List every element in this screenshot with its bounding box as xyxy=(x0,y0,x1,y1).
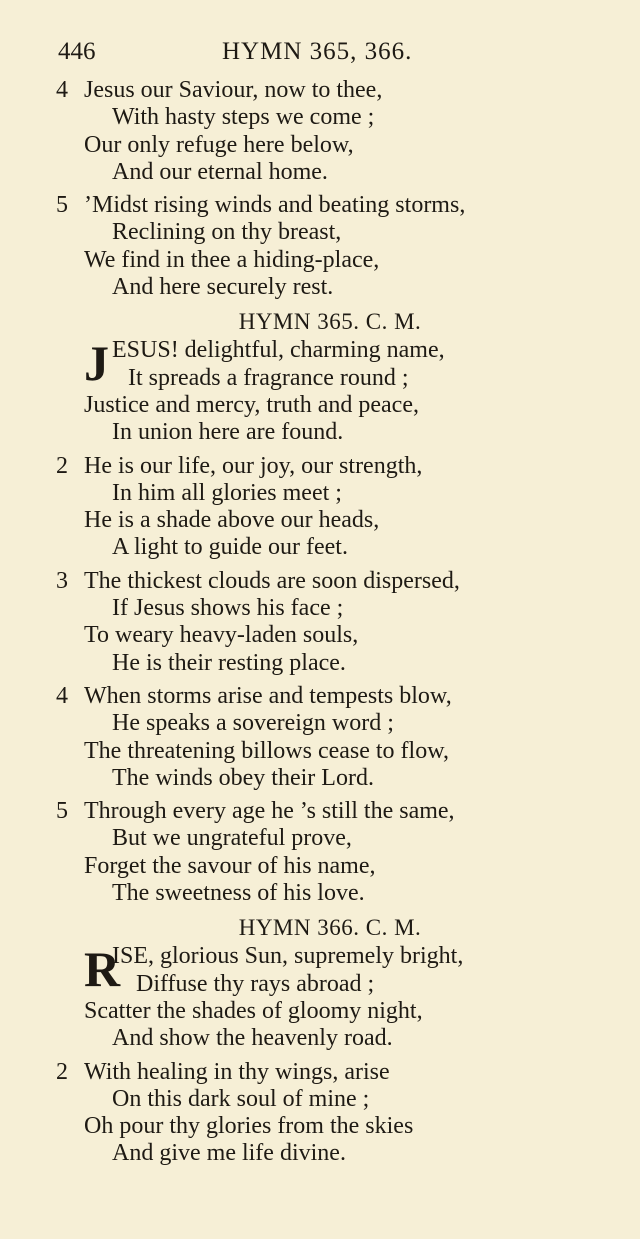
verse-line: With hasty steps we come ; xyxy=(112,104,375,131)
verse-line: ESUS! delightful, charming name, xyxy=(112,337,445,364)
verse-number: 5 xyxy=(56,798,68,825)
verse-line: He is a shade above our heads, xyxy=(84,507,380,534)
verse-line: Our only refuge here below, xyxy=(84,131,354,158)
verse-line: In union here are found. xyxy=(112,419,344,446)
drop-cap: J xyxy=(84,335,109,392)
verse-line: Through every age he ’s still the same, xyxy=(84,798,455,825)
page-header xyxy=(0,38,640,70)
verse-line: ’Midst rising winds and beating storms, xyxy=(84,192,466,219)
verse xyxy=(0,192,640,301)
drop-cap: R xyxy=(84,941,121,998)
verse-line: The thickest clouds are soon dispersed, xyxy=(84,567,460,594)
verse xyxy=(0,337,640,446)
verse-line: If Jesus shows his face ; xyxy=(112,595,344,622)
hymn-title: HYMN 366. C. M. xyxy=(238,915,422,941)
verse-number: 4 xyxy=(56,77,68,103)
verse-line: The sweetness of his love. xyxy=(112,880,365,907)
verse-line: We find in thee a hiding-place, xyxy=(84,246,380,273)
verse-line: He is our life, our joy, our strength, xyxy=(84,452,423,479)
verse-line: ISE, glorious Sun, supremely bright, xyxy=(112,943,464,970)
verse-line: And here securely rest. xyxy=(112,274,334,301)
verse-line: A light to guide our feet. xyxy=(112,534,348,561)
verse-number: 5 xyxy=(56,192,68,219)
verse-number: 4 xyxy=(56,682,68,709)
verse-line: With healing in thy wings, arise xyxy=(84,1058,390,1085)
verse-line: But we ungrateful prove, xyxy=(112,825,352,852)
verse-line: Reclining on thy breast, xyxy=(112,219,342,246)
verse-line: It spreads a fragrance round ; xyxy=(128,364,409,391)
verse-number: 2 xyxy=(56,452,68,479)
verse-line: The winds obey their Lord. xyxy=(112,764,374,791)
verse xyxy=(0,1059,640,1168)
running-title: HYMN 365, 366. xyxy=(222,38,413,65)
page-number: 446 xyxy=(58,38,96,65)
verse-number: 2 xyxy=(56,1058,68,1085)
verse-line: Diffuse thy rays abroad ; xyxy=(136,970,375,997)
verse-line: Jesus our Saviour, now to thee, xyxy=(84,77,383,103)
verse-line: He speaks a sovereign word ; xyxy=(112,710,394,737)
verse xyxy=(0,943,640,1052)
verse-number: 3 xyxy=(56,567,68,594)
verse-line: And show the heavenly road. xyxy=(112,1025,393,1052)
verse xyxy=(0,568,640,677)
verse-line: On this dark soul of mine ; xyxy=(112,1085,370,1112)
verse-line: Scatter the shades of gloomy night, xyxy=(84,997,423,1024)
verse xyxy=(0,798,640,907)
verse-line: He is their resting place. xyxy=(112,649,346,676)
verse xyxy=(0,77,640,186)
verse-line: Forget the savour of his name, xyxy=(84,852,376,879)
hymn-title: HYMN 365. C. M. xyxy=(238,309,422,335)
verse-line: And give me life divine. xyxy=(112,1140,346,1167)
verse-line: Oh pour thy glories from the skies xyxy=(84,1113,414,1140)
verse-line: The threatening billows cease to flow, xyxy=(84,737,449,764)
page-body xyxy=(0,77,640,1174)
verse xyxy=(0,453,640,562)
verse-line: To weary heavy-laden souls, xyxy=(84,622,359,649)
verse xyxy=(0,683,640,792)
verse-line: In him all glories meet ; xyxy=(112,479,342,506)
verse-line: And our eternal home. xyxy=(112,158,328,185)
verse-line: Justice and mercy, truth and peace, xyxy=(84,391,419,418)
verse-line: When storms arise and tempests blow, xyxy=(84,682,452,709)
